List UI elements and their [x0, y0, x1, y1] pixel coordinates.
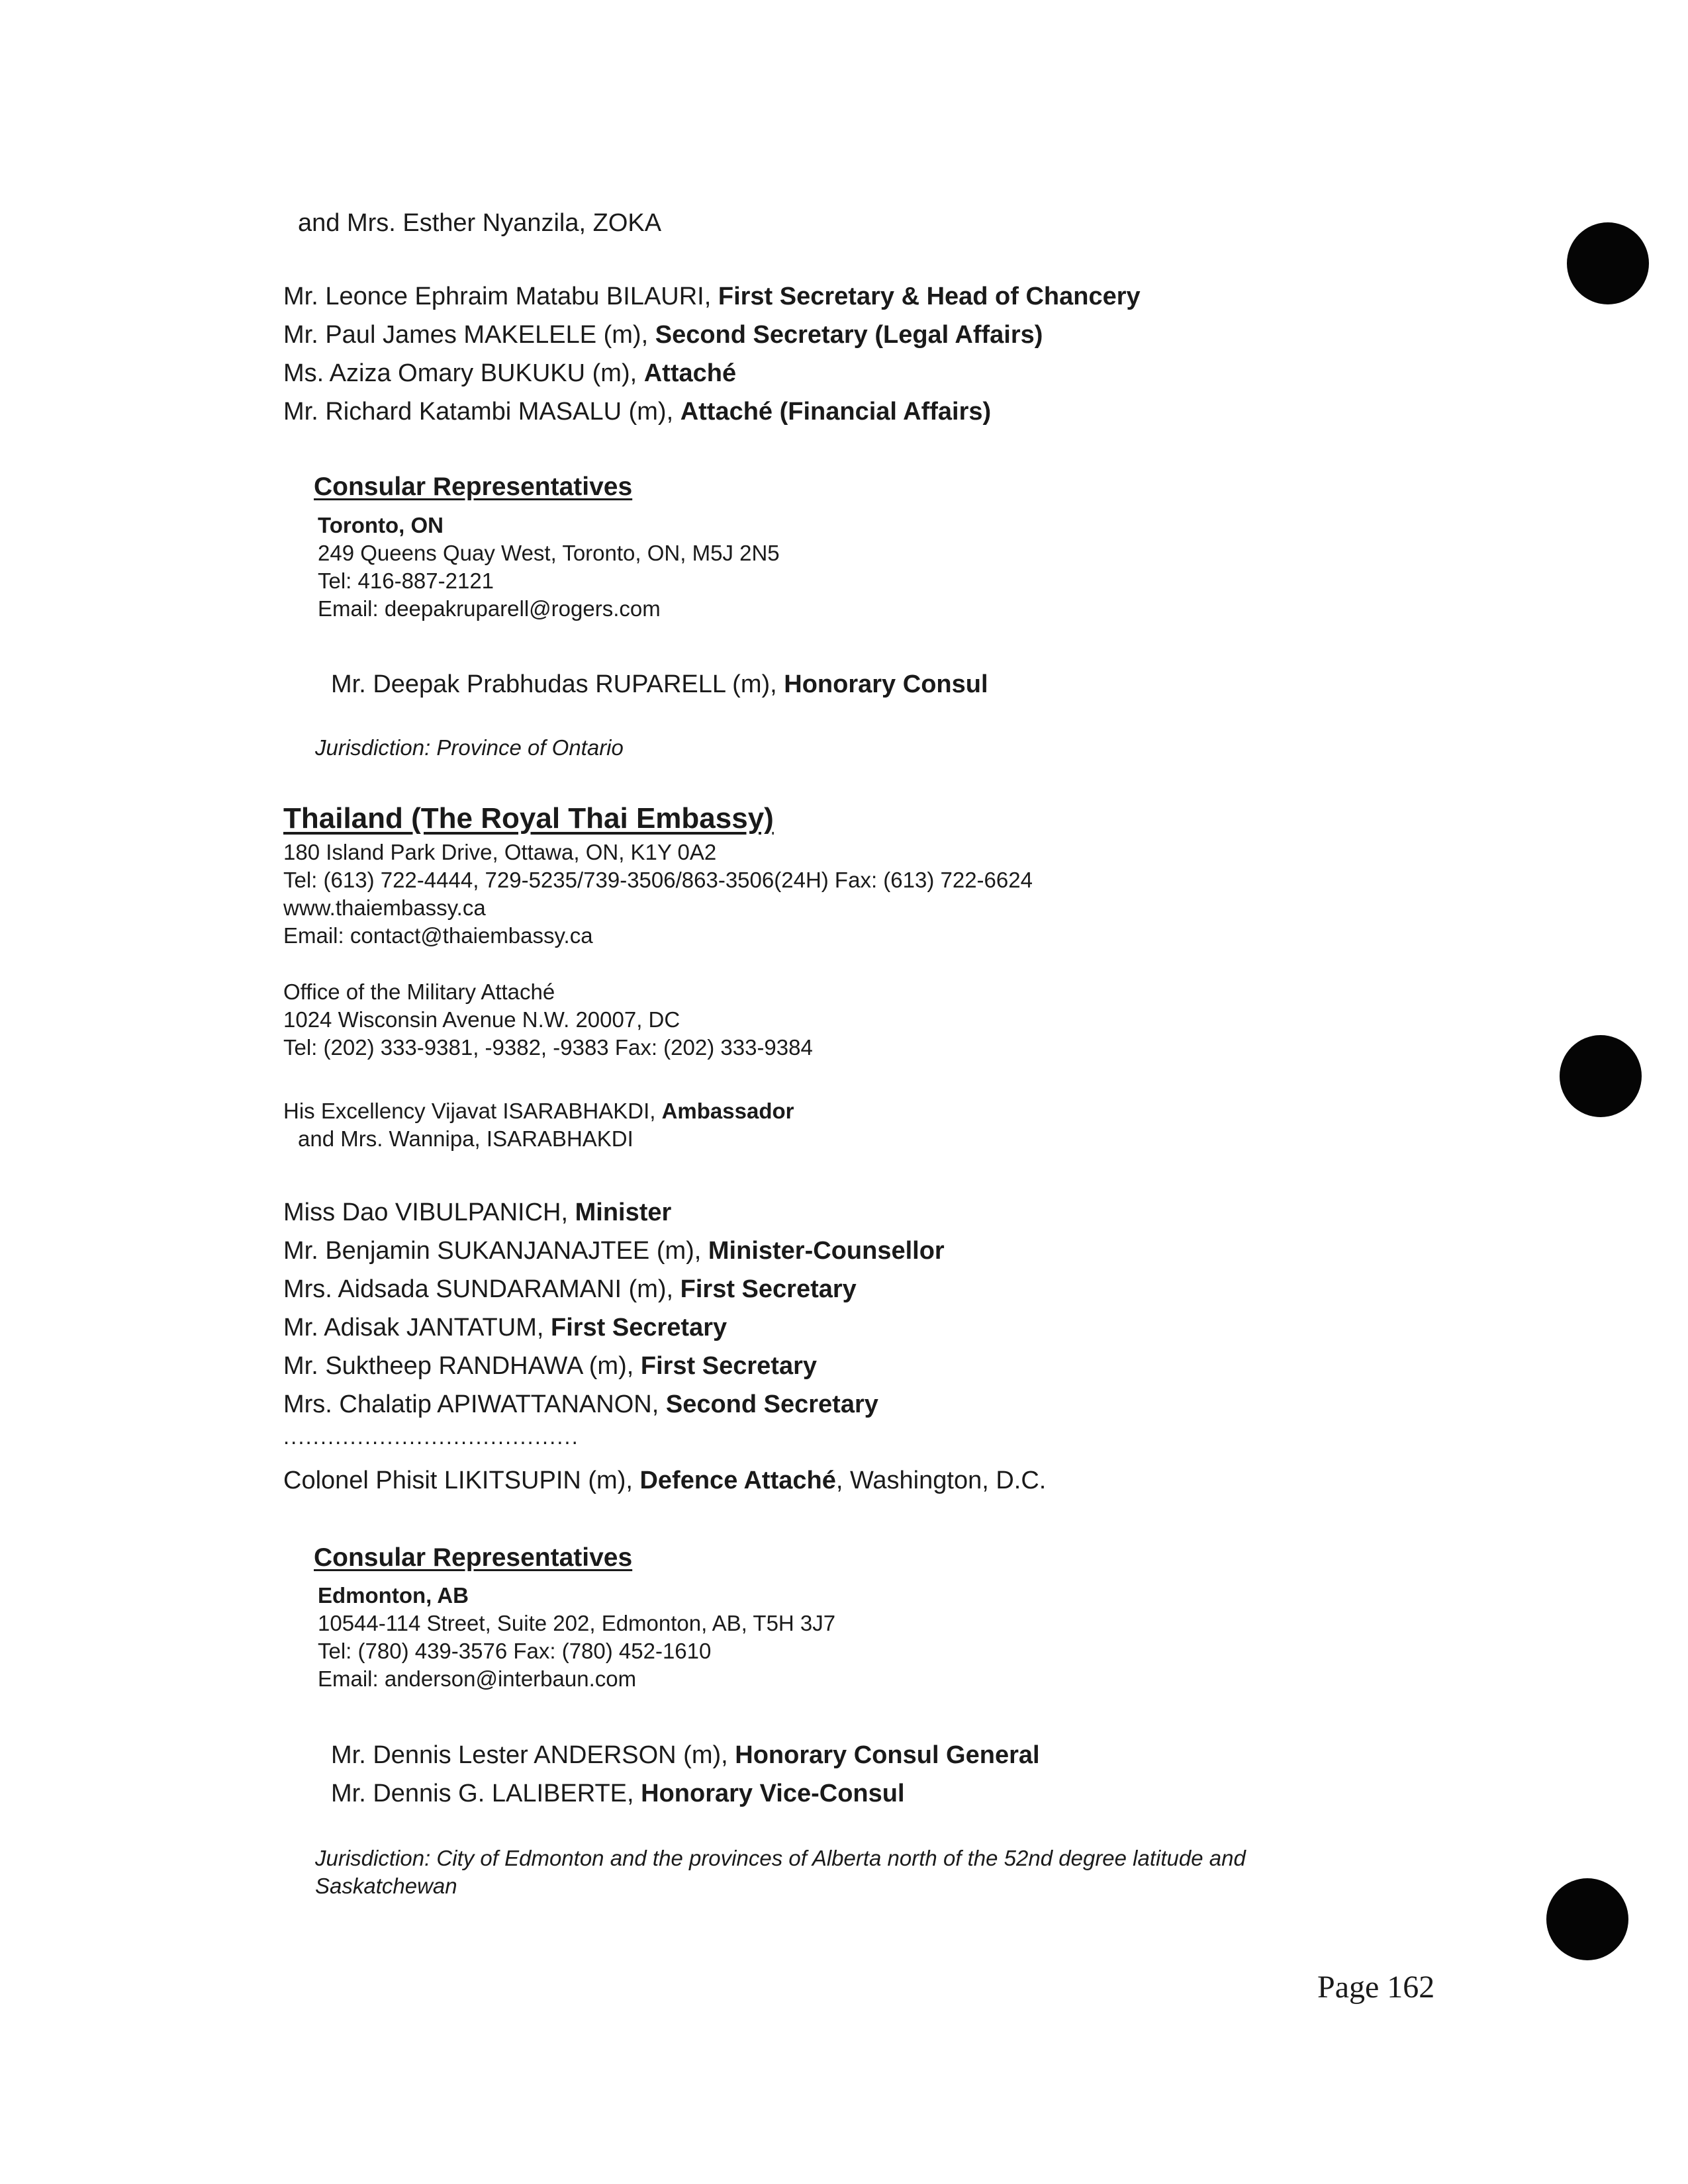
page-number: Page 162 — [1317, 1970, 1435, 2005]
consular-tel: Tel: (780) 439-3576 Fax: (780) 452-1610 — [318, 1639, 712, 1663]
binder-hole-bottom — [1546, 1878, 1628, 1960]
staff-title: Attaché (Financial Affairs) — [680, 398, 992, 426]
separator-dots: ........................................ — [283, 1424, 579, 1449]
jurisdiction-continued: Saskatchewan — [315, 1874, 457, 1898]
staff-row: Mrs. Chalatip APIWATTANANON, Second Secretary — [283, 1390, 878, 1418]
military-office-address: 1024 Wisconsin Avenue N.W. 20007, DC — [283, 1007, 680, 1032]
staff-row — [283, 392, 991, 431]
military-office-tel: Tel: (202) 333-9381, -9382, -9383 Fax: (202) 333-9384 — [283, 1035, 813, 1060]
staff-row: Mrs. Aidsada SUNDARAMANI (m), First Secretary — [283, 1275, 857, 1303]
consular-email: Email: anderson@interbaun.com — [318, 1666, 637, 1691]
rep-name: Mr. Deepak Prabhudas RUPARELL (m), — [331, 670, 784, 698]
consular-tel: Tel: 416-887-2121 — [318, 569, 494, 593]
defence-attache-line: Colonel Phisit LIKITSUPIN (m), Defence Attaché, Washington, D.C. — [283, 1467, 1047, 1494]
consular-rep: Mr. Dennis G. LALIBERTE, Honorary Vice-Consul — [331, 1780, 905, 1807]
staff-row: Miss Dao VIBULPANICH, Minister — [283, 1199, 672, 1226]
ambassador-line: His Excellency Vijavat ISARABHAKDI, Ambassador — [283, 1099, 794, 1123]
embassy-tel: Tel: (613) 722-4444, 729-5235/739-3506/863-3506(24H) Fax: (613) 722-6624 — [283, 868, 1033, 892]
consular-heading: Consular Representatives — [314, 1543, 633, 1572]
embassy-email: Email: contact@thaiembassy.ca — [283, 923, 593, 948]
consular-city: Edmonton, AB — [318, 1583, 469, 1608]
consular-email: Email: deepakruparell@rogers.com — [318, 596, 661, 621]
staff-name: Mr. Paul James MAKELELE (m), — [283, 321, 655, 349]
staff-title: First Secretary & Head of Chancery — [718, 283, 1141, 310]
consular-city: Toronto, ON — [318, 513, 444, 537]
staff-title: Second Secretary (Legal Affairs) — [655, 321, 1043, 349]
staff-row: Mr. Adisak JANTATUM, First Secretary — [283, 1314, 727, 1342]
binder-hole-top — [1567, 222, 1649, 304]
embassy-address: 180 Island Park Drive, Ottawa, ON, K1Y 0A2 — [283, 840, 717, 864]
staff-row — [283, 354, 736, 392]
binder-hole-middle — [1560, 1035, 1642, 1117]
consular-address: 10544-114 Street, Suite 202, Edmonton, AB, T5H 3J7 — [318, 1611, 836, 1635]
spouse-line: and Mrs. Esther Nyanzila, ZOKA — [298, 209, 662, 237]
staff-row: Mr. Suktheep RANDHAWA (m), First Secretary — [283, 1352, 818, 1380]
embassy-website: www.thaiembassy.ca — [283, 895, 486, 920]
consular-heading: Consular Representatives — [314, 473, 633, 501]
staff-row — [283, 316, 1043, 354]
staff-name: Mr. Richard Katambi MASALU (m), — [283, 398, 680, 426]
consular-address: 249 Queens Quay West, Toronto, ON, M5J 2N5 — [318, 541, 780, 565]
jurisdiction: Jurisdiction: Province of Ontario — [315, 735, 624, 760]
ambassador-spouse: and Mrs. Wannipa, ISARABHAKDI — [298, 1126, 633, 1151]
military-office-label: Office of the Military Attaché — [283, 979, 555, 1004]
staff-name: Mr. Leonce Ephraim Matabu BILAURI, — [283, 283, 718, 310]
country-heading: Thailand (The Royal Thai Embassy) — [283, 802, 774, 835]
staff-row: Mr. Benjamin SUKANJANAJTEE (m), Minister-Counsellor — [283, 1237, 945, 1265]
consular-rep: Mr. Dennis Lester ANDERSON (m), Honorary Consul General — [331, 1741, 1040, 1769]
staff-title: Attaché — [643, 359, 737, 387]
jurisdiction: Jurisdiction: City of Edmonton and the provinces of Alberta north of the 52nd degree latitude and — [315, 1846, 1246, 1870]
staff-row — [283, 277, 1141, 316]
rep-title: Honorary Consul — [784, 670, 988, 698]
consular-rep — [331, 665, 988, 704]
staff-name: Ms. Aziza Omary BUKUKU (m), — [283, 359, 644, 387]
